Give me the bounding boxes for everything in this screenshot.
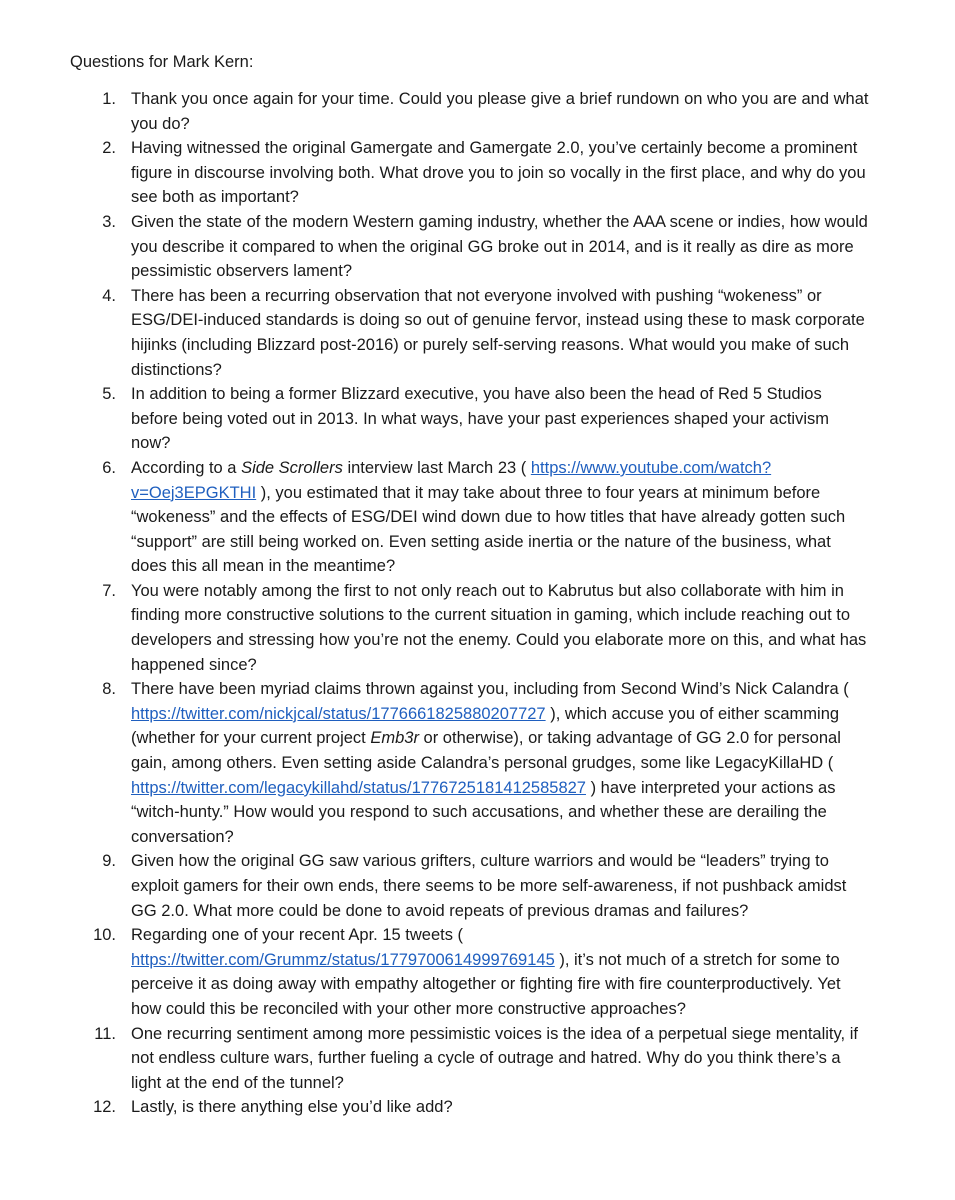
question-text: Thank you once again for your time. Could you please give a brief rundown on who you are and what you do? (131, 90, 869, 133)
question-item-11 (70, 1022, 870, 1096)
question-number: 8. (102, 680, 116, 699)
question-text: Given how the original GG saw various grifters, culture warriors and would be “leaders” trying to exploit gamers for their own ends, there seems to be more self-awareness, if not pushback amidst GG 2.0. What more could be done to avoid repeats of previous dramas and failures? (131, 852, 847, 920)
question-number: 1. (102, 90, 116, 108)
question-text-part: There have been myriad claims thrown against you, including from Second Wind’s Nick Calandra ( (131, 680, 849, 699)
question-item-8 (70, 677, 870, 849)
question-number: 3. (102, 212, 116, 231)
question-text (131, 926, 841, 1018)
question-text: Lastly, is there anything else you’d like add? (131, 1098, 453, 1117)
question-number: 4. (102, 286, 116, 305)
question-text: You were notably among the first to not only reach out to Kabrutus but also collaborate with him in finding more constructive solutions to the current situation in gaming, which include reaching out to developers and stressing how you’re not the enemy. Could you elaborate more on this, and what has happened since? (131, 581, 867, 674)
question-list (70, 87, 870, 1120)
question-text: There has been a recurring observation that not everyone involved with pushing “wokeness” or ESG/DEI-induced standards is doing so out of genuine fervor, instead using these to mask corporate hijinks (including Blizzard post-2016) or purely self-serving reasons. What would you make of such distinctions? (131, 286, 865, 379)
question-number: 5. (102, 385, 116, 404)
question-text (131, 459, 845, 575)
question-text: Having witnessed the original Gamergate and Gamergate 2.0, you’ve certainly become a prominent figure in discourse involving both. What drove you to join so vocally in the first place, and why do you see both as important? (131, 139, 866, 207)
question-text-part: interview last March 23 ( (342, 458, 531, 477)
question-text: In addition to being a former Blizzard executive, you have also been the head of Red 5 Studios before being voted out in 2013. In what ways, have your past experiences shaped your activism now? (131, 385, 829, 453)
question-number: 9. (102, 852, 116, 871)
question-text-part: Regarding one of your recent Apr. 15 tweets ( (131, 926, 464, 945)
question-text-part: ) have interpreted your actions as “witch-hunty.” How would you respond to such accusations, and whether these are derailing the conversation? (131, 778, 836, 846)
question-item-3 (70, 210, 870, 284)
youtube-link[interactable]: https://www.youtube.com/watch?v=Oej3EPGKTHI (131, 458, 772, 502)
question-number: 11. (94, 1024, 116, 1043)
question-text-part: ), it’s not much of a stretch for some to perceive it as doing away with empathy altogether or fighting fire with fire counterproductively. Yet how could this be reconciled with your other more constructive approaches? (131, 950, 841, 1018)
question-number: 6. (102, 458, 116, 477)
question-number: 2. (102, 139, 116, 158)
question-number: 7. (102, 581, 116, 600)
question-item-7 (70, 579, 870, 677)
show-title: Side Scrollers (241, 458, 343, 477)
question-text-part: or otherwise), or taking advantage of GG 2.0 for personal gain, among others. Even setting aside Calandra’s personal grudges, some like LegacyKillaHD ( (131, 729, 841, 773)
question-item-12 (70, 1095, 870, 1120)
twitter-link-grummz[interactable]: https://twitter.com/Grummz/status/1779700614999769145 (131, 950, 555, 969)
question-item-2 (70, 136, 870, 210)
question-text (131, 680, 849, 846)
twitter-link-legacykillahd[interactable]: https://twitter.com/legacykillahd/status/1776725181412585827 (131, 778, 586, 797)
question-item-6 (70, 456, 870, 579)
question-number: 10. (93, 926, 116, 945)
twitter-link-nickjcal[interactable]: https://twitter.com/nickjcal/status/1776661825880207727 (131, 704, 546, 723)
question-text-part: According to a (131, 458, 242, 477)
question-text-part: ), which accuse you of either scamming (whether for your current project (131, 704, 840, 748)
document-heading: Questions for Mark Kern: (70, 53, 254, 71)
question-item-5 (70, 382, 870, 456)
question-item-1 (70, 87, 870, 136)
question-item-9 (70, 849, 870, 923)
question-text: Given the state of the modern Western gaming industry, whether the AAA scene or indies, how would you describe it compared to when the original GG broke out in 2014, and is it really as dire as more pessimistic observers lament? (131, 212, 868, 281)
question-item-4 (70, 284, 870, 382)
question-item-10 (70, 923, 870, 1021)
question-text: One recurring sentiment among more pessimistic voices is the idea of a perpetual siege mentality, if not endless culture wars, further fueling a cycle of outrage and hatred. Why do you think there’s a light at the end of the tunnel? (131, 1024, 858, 1092)
question-text-part: ), you estimated that it may take about three to four years at minimum before “wokeness” and the effects of ESG/DEI wind down due to how titles that have already gotten such “support” are still being worked on. Even setting aside inertia or the nature of the business, what does this all mean in the meantime? (131, 483, 846, 576)
project-title: Emb3r (370, 729, 419, 748)
question-number: 12. (93, 1098, 116, 1117)
